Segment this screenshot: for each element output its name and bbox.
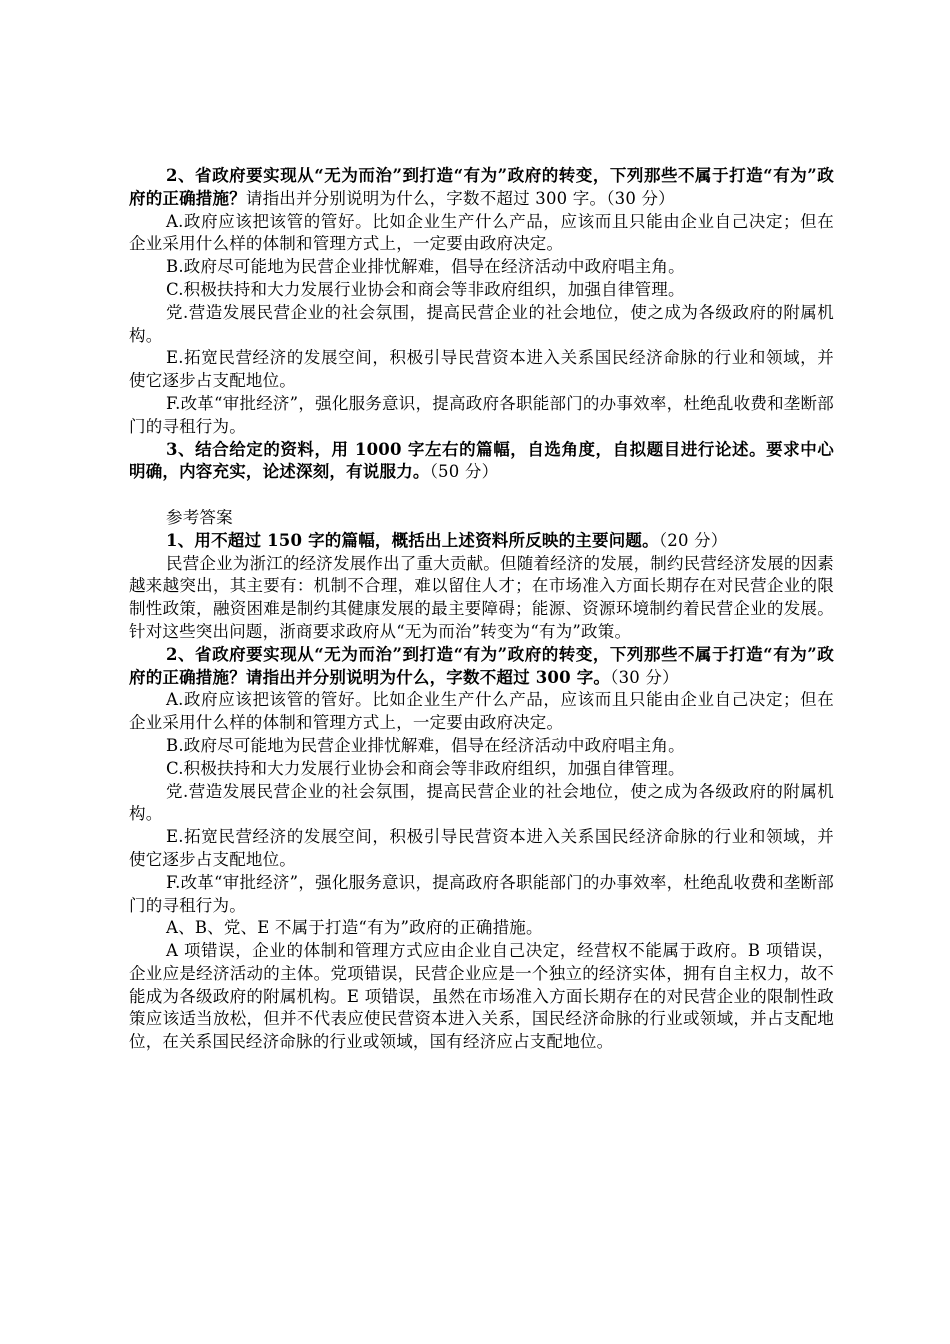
answer-2-score: （30 分） [610, 667, 679, 687]
question-2-option-e: E.拓宽民营经济的发展空间，积极引导民营资本进入关系国民经济命脉的行业和领域，并使它逐步占支配地位。 [129, 348, 834, 391]
answer-2-option-b: B.政府尽可能地为民营企业排忧解难，倡导在经济活动中政府唱主角。 [166, 735, 685, 755]
question-2-title-rest: 请指出并分别说明为什么，字数不超过 300 字。（30 分） [245, 188, 675, 208]
answer-2-option-a: A.政府应该把该管的管好。比如企业生产什么产品，应该而且只能由企业自己决定；但在企业采用什么样的体制和管理方式上，一定要由政府决定。 [129, 690, 834, 733]
answer-1-body: 民营企业为浙江的经济发展作出了重大贡献。但随着经济的发展，制约民营经济发展的因素越来越突出，其主要有：机制不合理，难以留住人才；在市场准入方面长期存在对民营企业的限制性政策，融资困难是制约其健康发展的最主要障碍；能源、资源环境制约着民营企业的发展。针对这些突出问题，浙商要求政府从“无为而治”转变为“有为”政策。 [129, 553, 834, 641]
question-2-option-f: F.改革“审批经济”，强化服务意识，提高政府各职能部门的办事效率，杜绝乱收费和垄断部门的寻租行为。 [129, 393, 834, 436]
answer-2-option-c: C.积极扶持和大力发展行业协会和商会等非政府组织，加强自律管理。 [166, 758, 685, 778]
question-3-title-bold: 3、结合给定的资料，用 1000 字左右的篇幅，自选角度，自拟题目进行论述。要求中心明确，内容充实，论述深刻，有说服力。 [129, 439, 834, 482]
answer-2-option-f: F.改革“审批经济”，强化服务意识，提高政府各职能部门的办事效率，杜绝乱收费和垄断部门的寻租行为。 [129, 872, 834, 915]
question-2-option-c: C.积极扶持和大力发展行业协会和商会等非政府组织，加强自律管理。 [166, 279, 685, 299]
answer-1-title [129, 530, 834, 553]
document-body [129, 165, 834, 1054]
answer-1-score: （20 分） [658, 530, 728, 550]
answer-1-title-bold: 1、用不超过 150 字的篇幅，概括出上述资料所反映的主要问题。 [166, 530, 659, 550]
question-3-score: （50 分） [429, 462, 499, 482]
answer-2-option-e: E.拓宽民营经济的发展空间，积极引导民营资本进入关系国民经济命脉的行业和领域，并使它逐步占支配地位。 [129, 827, 834, 869]
question-2-option-b: B.政府尽可能地为民营企业排忧解难，倡导在经济活动中政府唱主角。 [166, 257, 685, 277]
answer-2-title [129, 644, 834, 690]
answer-2-title-bold: 2、省政府要实现从“无为而治”到打造“有为”政府的转变，下列那些不属于打造“有为”政府的正确措施？请指出并分别说明为什么，字数不超过 300 字。 [129, 644, 834, 687]
question-2-title-bold: 2、省政府要实现从“无为而治”到打造“有为”政府的转变，下列那些不属于打造“有为”政府的正确措施？ [129, 166, 834, 208]
answer-2-option-d: 党.营造发展民营企业的社会氛围，提高民营企业的社会地位，使之成为各级政府的附属机构。 [129, 781, 834, 824]
question-2-option-d: 党.营造发展民营企业的社会氛围，提高民营企业的社会地位，使之成为各级政府的附属机构。 [129, 302, 834, 345]
answer-2-explanation: A 项错误，企业的体制和管理方式应由企业自己决定，经营权不能属于政府。B 项错误，企业应是经济活动的主体。党项错误，民营企业应是一个独立的经济实体，拥有自主权力，故不能成为各级政府的附属机构。E 项错误，虽然在市场准入方面长期存在的对民营企业的限制性政策应该适当放松，但并不代表应使民营资本进入关系，国民经济命脉的行业或领域，并占支配地位，在关系国民经济命脉的行业或领域，国有经济应占支配地位。 [129, 941, 834, 1052]
answer-2-conclusion: A、B、党、E 不属于打造“有为”政府的正确措施。 [166, 918, 543, 938]
question-3-title [129, 439, 834, 485]
question-2-option-a: A.政府应该把该管的管好。比如企业生产什么产品，应该而且只能由企业自己决定；但在企业采用什么样的体制和管理方式上，一定要由政府决定。 [129, 211, 834, 254]
answers-heading: 参考答案 [166, 507, 233, 527]
question-2-title [129, 165, 834, 211]
section-spacer [129, 484, 834, 507]
